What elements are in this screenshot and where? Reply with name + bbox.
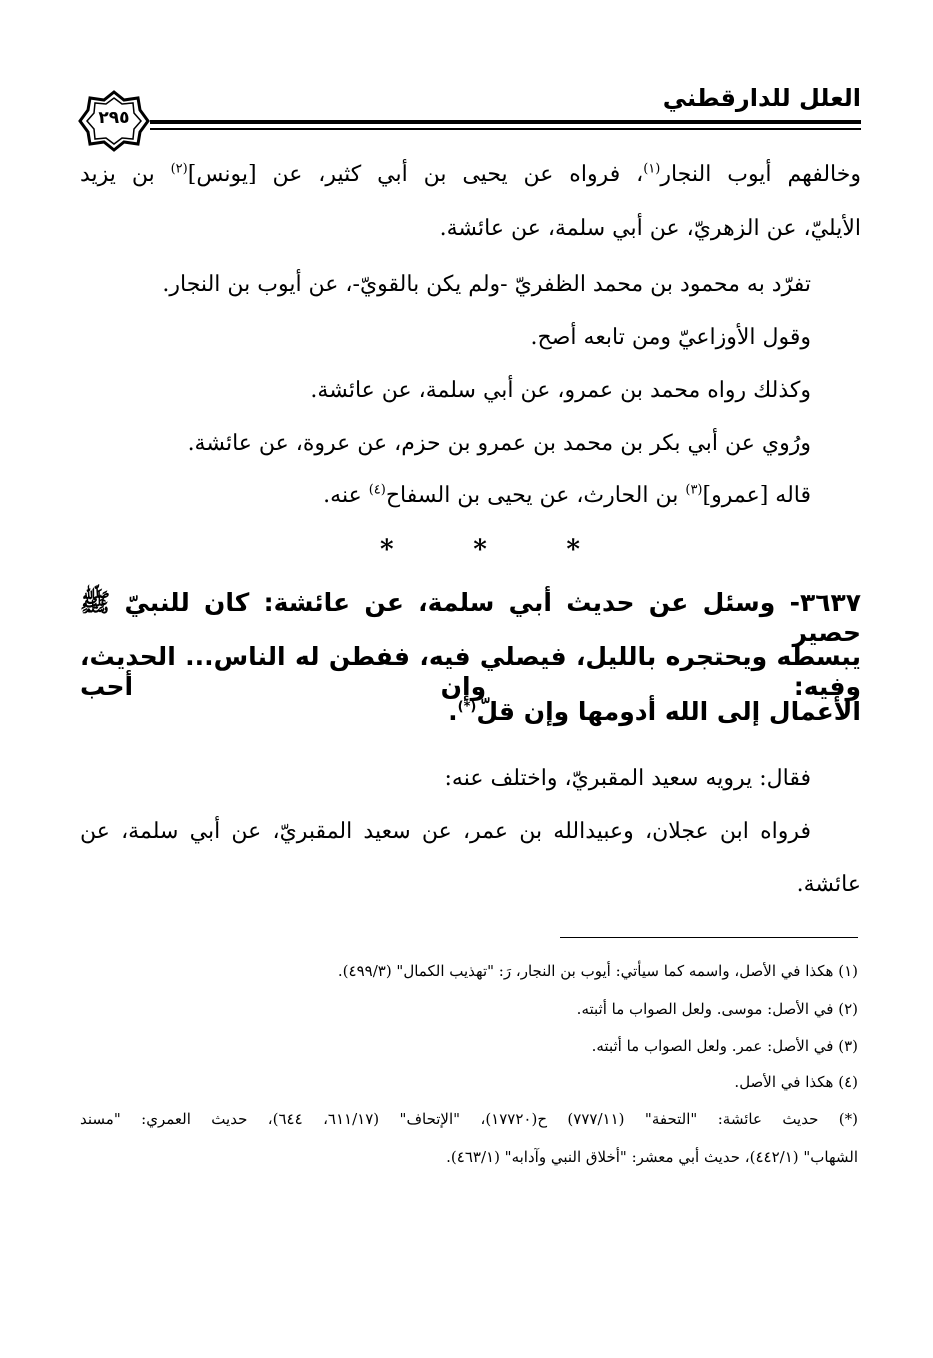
footnote-ref-4[interactable]: (٤) bbox=[368, 482, 386, 498]
text-segment: ، فرواه عن يحيى بن أبي كثير، عن [يونس] bbox=[187, 162, 644, 187]
footnote-2: (٢) في الأصل: موسى. ولعل الصواب ما أثبته. bbox=[576, 1000, 858, 1018]
book-title: العلل للدارقطني bbox=[662, 84, 861, 112]
footnote-3: (٣) في الأصل: عمر. ولعل الصواب ما أثبته. bbox=[591, 1037, 858, 1055]
star-mark: * bbox=[473, 535, 487, 565]
text-line-6: ورُوي عن أبي بكر بن محمد بن عمرو بن حزم، عن عروة، عن عائشة. bbox=[187, 431, 811, 456]
text-segment: وخالفهم أيوب النجار bbox=[660, 162, 861, 187]
star-mark: * bbox=[380, 535, 394, 565]
text-line-4: وقول الأوزاعيّ ومن تابعه أصح. bbox=[530, 325, 811, 350]
question-line-1: ٣٦٣٧- وسئل عن حديث أبي سلمة، عن عائشة: كان للنبيّ ﷺ حصير bbox=[80, 588, 861, 647]
text-segment: بن يزيد bbox=[80, 162, 171, 187]
text-line-2: الأيليّ، عن الزهريّ، عن أبي سلمة، عن عائشة. bbox=[439, 216, 861, 241]
footnote-4: (٤) هكذا في الأصل. bbox=[734, 1073, 858, 1091]
text-segment: الأعمال إلى الله أدومها وإن قلّ bbox=[476, 697, 861, 726]
text-line-10: عائشة. bbox=[796, 872, 861, 897]
header-rule bbox=[150, 120, 861, 130]
text-line-7 bbox=[323, 481, 811, 511]
text-line-8: فقال: يرويه سعيد المقبريّ، واختلف عنه: bbox=[444, 766, 811, 791]
footnote-ref-1[interactable]: (١) bbox=[643, 161, 661, 177]
footnote-1: (١) هكذا في الأصل، واسمه كما سيأتي: أيوب بن النجار، رَ: "تهذيب الكمال" (٤٩٩/٣). bbox=[337, 962, 858, 980]
text-line-5: وكذلك رواه محمد بن عمرو، عن أبي سلمة، عن عائشة. bbox=[310, 378, 811, 403]
footnote-separator bbox=[560, 937, 858, 938]
footnote-ref-2[interactable]: (٢) bbox=[170, 161, 188, 177]
text-segment: عنه. bbox=[323, 483, 369, 508]
text-segment: بن الحارث، عن يحيى بن السفاح bbox=[385, 483, 686, 508]
text-line-3: تفرّد به محمود بن محمد الظفريّ -ولم يكن بالقويّ-، عن أيوب بن النجار. bbox=[162, 272, 811, 297]
footnote-ref-3[interactable]: (٣) bbox=[685, 482, 703, 498]
question-line-3 bbox=[448, 697, 861, 727]
text-line-1 bbox=[80, 160, 861, 190]
footnote-ref-star[interactable]: (*) bbox=[457, 699, 477, 715]
star-mark: * bbox=[566, 535, 580, 565]
question-line-2: يبسطه ويحتجره بالليل، فيصلي فيه، ففطن له الناس... الحديث، وفيه: وإن أحب bbox=[80, 642, 861, 701]
text-segment: قاله [عمرو] bbox=[702, 483, 811, 508]
page-number-badge bbox=[78, 90, 150, 152]
section-separator bbox=[380, 535, 580, 565]
footnote-5-line-1: (*) حديث عائشة: "التحفة" (٧٧٧/١١) ح(١٧٧٢٠)، "الإتحاف" (٦١١/١٧، ٦٤٤)، حديث العمري: "مسند bbox=[80, 1110, 859, 1128]
footnote-5-line-2: الشهاب" (٤٤٢/١)، حديث أبي معشر: "أخلاق النبي وآدابه" (٤٦٣/١). bbox=[446, 1148, 858, 1166]
page-number: ٢٩٥ bbox=[98, 108, 130, 128]
text-segment: . bbox=[448, 697, 458, 726]
text-line-9: فرواه ابن عجلان، وعبيدالله بن عمر، عن سعيد المقبريّ، عن أبي سلمة، عن bbox=[80, 819, 811, 844]
